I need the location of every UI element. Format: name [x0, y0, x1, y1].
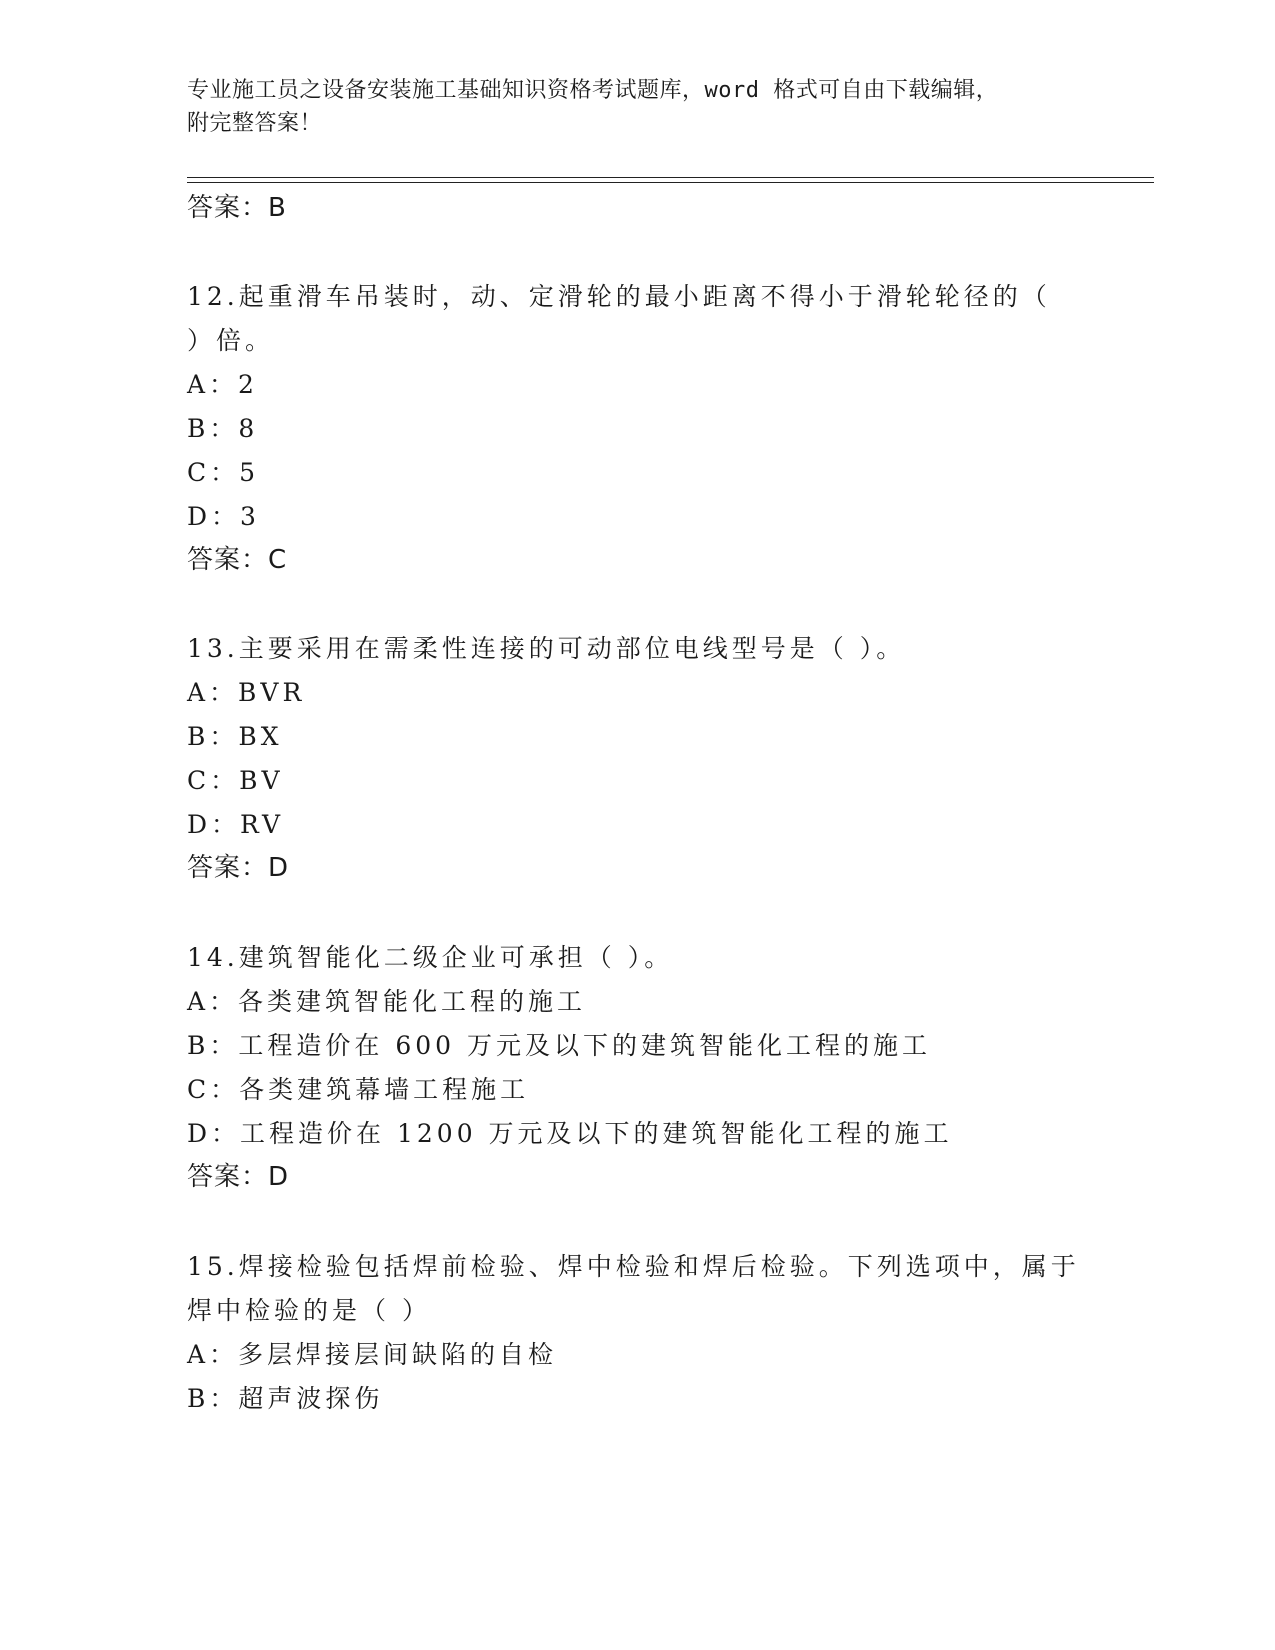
q12-stem-line-1: 12.起重滑车吊装时，动、定滑轮的最小距离不得小于滑轮轮径的（: [187, 282, 1051, 311]
q15-stem-line-1: 15.焊接检验包括焊前检验、焊中检验和焊后检验。下列选项中，属于: [187, 1252, 1080, 1281]
q13-option-b: B：BX: [187, 722, 283, 751]
header-line-1: 专业施工员之设备安装施工基础知识资格考试题库，word 格式可自由下载编辑，: [187, 78, 999, 103]
q14-option-b: B：工程造价在 600 万元及以下的建筑智能化工程的施工: [187, 1031, 931, 1060]
q12-option-b: B：8: [187, 414, 259, 443]
header-line-2: 附完整答案！: [187, 111, 323, 136]
q15-option-b: B：超声波探伤: [187, 1384, 384, 1413]
q14-option-a: A：各类建筑智能化工程的施工: [187, 987, 587, 1016]
q12-answer: 答案：C: [187, 545, 288, 575]
q15-stem-line-2: 焊中检验的是（ ）: [187, 1296, 431, 1325]
q12-option-a: A：2: [187, 370, 258, 399]
q13-answer: 答案：D: [187, 853, 290, 883]
q14-option-c: C：各类建筑幕墙工程施工: [187, 1075, 530, 1104]
q12-option-d: D：3: [187, 502, 260, 531]
q14-stem-line-1: 14.建筑智能化二级企业可承担（ ）。: [187, 943, 674, 972]
answer-previous: 答案：B: [187, 193, 287, 223]
q13-stem-line-1: 13.主要采用在需柔性连接的可动部位电线型号是（ ）。: [187, 634, 906, 663]
q13-option-a: A：BVR: [187, 678, 306, 707]
q14-option-d: D：工程造价在 1200 万元及以下的建筑智能化工程的施工: [187, 1119, 953, 1148]
q13-option-d: D：RV: [187, 810, 285, 839]
q14-answer: 答案：D: [187, 1162, 290, 1192]
q12-stem-line-2: ）倍。: [187, 326, 275, 355]
document-header: [187, 74, 1087, 140]
q13-option-c: C：BV: [187, 766, 284, 795]
q12-option-c: C：5: [187, 458, 260, 487]
q15-option-a: A：多层焊接层间缺陷的自检: [187, 1340, 558, 1369]
header-rule-top: [187, 177, 1154, 178]
header-rule-bottom: [187, 182, 1154, 183]
